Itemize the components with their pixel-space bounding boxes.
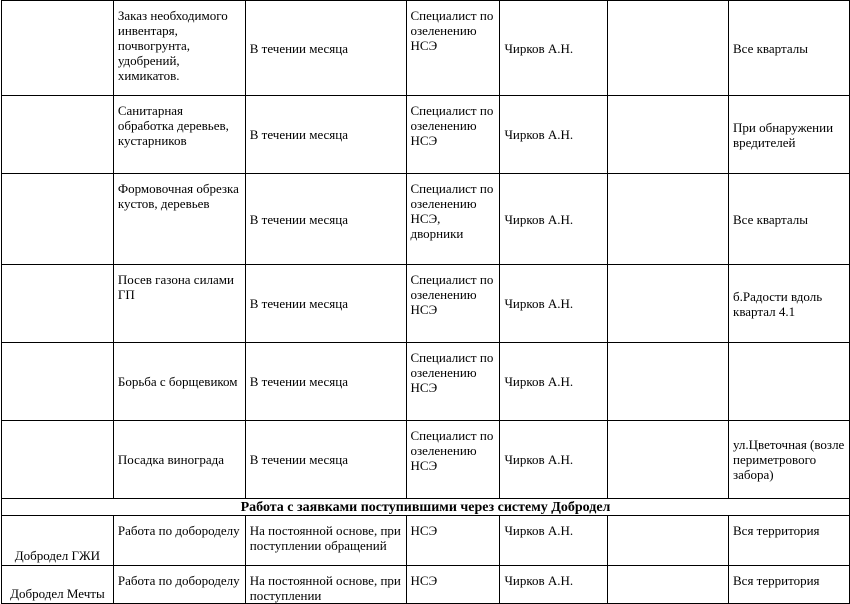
period-cell: В течении месяца — [245, 421, 406, 499]
task-cell: Санитарная обработка деревьев, кустарников — [113, 96, 245, 174]
place-cell: Вся территория — [729, 566, 850, 604]
group-cell — [2, 421, 114, 499]
table-row — [2, 1, 850, 96]
section-title: Работа с заявками поступившими через систему Добродел — [2, 499, 850, 516]
executor-cell: Специалист по озеленению НСЭ — [406, 343, 500, 421]
group-cell: Добродел ГЖИ — [2, 516, 114, 566]
period-cell: На постоянной основе, при поступлении обращений — [245, 516, 406, 566]
place-cell: Все кварталы — [729, 174, 850, 265]
table-row — [2, 96, 850, 174]
place-cell: Вся территория — [729, 516, 850, 566]
responsible-cell: Чирков А.Н. — [500, 265, 608, 343]
task-cell: Работа по добороделу — [113, 566, 245, 604]
section-row — [2, 499, 850, 516]
responsible-cell: Чирков А.Н. — [500, 174, 608, 265]
note-cell — [608, 421, 729, 499]
responsible-cell: Чирков А.Н. — [500, 566, 608, 604]
table-row — [2, 174, 850, 265]
table-row — [2, 421, 850, 499]
place-cell: б.Радости вдоль квартал 4.1 — [729, 265, 850, 343]
group-cell — [2, 265, 114, 343]
task-cell: Формовочная обрезка кустов, деревьев — [113, 174, 245, 265]
note-cell — [608, 566, 729, 604]
responsible-cell: Чирков А.Н. — [500, 96, 608, 174]
period-cell: В течении месяца — [245, 1, 406, 96]
note-cell — [608, 174, 729, 265]
table-row — [2, 566, 850, 604]
task-cell: Заказ необходимого инвентаря, почвогрунта, удобрений, химикатов. — [113, 1, 245, 96]
period-cell: В течении месяца — [245, 96, 406, 174]
place-cell: При обнаружении вредителей — [729, 96, 850, 174]
group-cell — [2, 96, 114, 174]
group-cell: Добродел Мечты — [2, 566, 114, 604]
note-cell — [608, 96, 729, 174]
responsible-cell: Чирков А.Н. — [500, 516, 608, 566]
task-cell: Посев газона силами ГП — [113, 265, 245, 343]
executor-cell: Специалист по озеленению НСЭ — [406, 265, 500, 343]
note-cell — [608, 265, 729, 343]
executor-cell: Специалист по озеленению НСЭ — [406, 421, 500, 499]
period-cell: В течении месяца — [245, 343, 406, 421]
note-cell — [608, 1, 729, 96]
period-cell: В течении месяца — [245, 265, 406, 343]
responsible-cell: Чирков А.Н. — [500, 421, 608, 499]
note-cell — [608, 343, 729, 421]
executor-cell: Специалист по озеленению НСЭ — [406, 1, 500, 96]
table-row — [2, 516, 850, 566]
place-cell: Все кварталы — [729, 1, 850, 96]
period-cell: В течении месяца — [245, 174, 406, 265]
task-cell: Посадка винограда — [113, 421, 245, 499]
responsible-cell: Чирков А.Н. — [500, 1, 608, 96]
task-cell: Работа по добороделу — [113, 516, 245, 566]
responsible-cell: Чирков А.Н. — [500, 343, 608, 421]
task-cell: Борьба с борщевиком — [113, 343, 245, 421]
executor-cell: НСЭ — [406, 516, 500, 566]
table-row — [2, 343, 850, 421]
executor-cell: НСЭ — [406, 566, 500, 604]
plan-table — [1, 0, 850, 604]
period-cell: На постоянной основе, при поступлении — [245, 566, 406, 604]
place-cell: ул.Цветочная (возле периметрового забора) — [729, 421, 850, 499]
executor-cell: Специалист по озеленению НСЭ — [406, 96, 500, 174]
table-row — [2, 265, 850, 343]
group-cell — [2, 343, 114, 421]
note-cell — [608, 516, 729, 566]
executor-cell: Специалист по озеленению НСЭ, дворники — [406, 174, 500, 265]
group-cell — [2, 1, 114, 96]
group-cell — [2, 174, 114, 265]
place-cell — [729, 343, 850, 421]
